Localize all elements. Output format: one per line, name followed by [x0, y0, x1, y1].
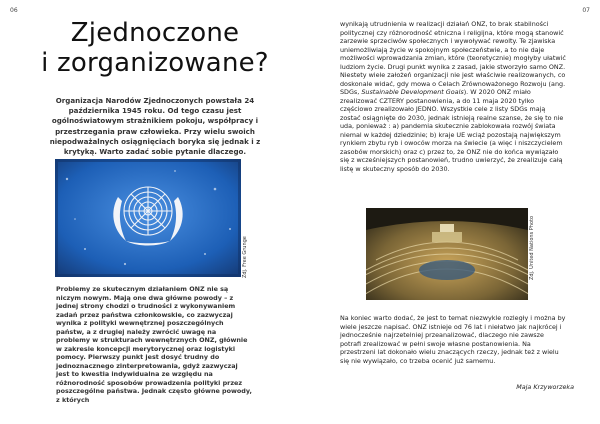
article-author: Maja Krzyworzeka	[516, 383, 574, 391]
body-text-left: Problemy ze skutecznym działaniem ONZ nie są niczym nowym. Mają one dwa główne powody – z jednej strony chodzi o trudności z wykonywaniem zadań przez państwa członkowskie, co zazwyczaj wynika z polityki wewnętrznej poszczególnych państw, a z drugiej należy zwrócić uwagę na problemy w strukturach wewnętrznych ONZ, głównie w zakresie koncepcji merytorycznej oraz logistyki pomocy. Pierwszy punkt jest dosyć trudny do jednoznacznego zinterpretowania, gdyż zazwyczaj jest to kwestia indywidualna ze względu na różnorodność sposobów prowadzenia polityki przez poszczególne państwa. Jednak często główne powody, z których	[56, 285, 252, 404]
article-lead: Organizacja Narodów Zjednoczonych powstała 24 października 1945 roku. Od tego czasu jest ogólnoświatowym strażnikiem pokoju, współpracy i przestrzegania praw człowieka. Przy wielu swoich niepodważalnych osiągnięciach boryka się jednak i z krytyką. Warto zadać sobie pytanie dlaczego.	[49, 96, 261, 157]
body-text-italic: Sustainable Development Goals	[361, 88, 464, 96]
body-text-right-bottom: Na koniec warto dodać, że jest to temat niezwykle rozległy i można by wiele jeszcze napisać. ONZ istnieje od 76 lat i niełatwo jak najkrócej i jednocześnie najrzetelniej przeanalizować, dlaczego nie zawsze potrafi zrealizować w pełni swoje własne postanowienia. Na przestrzeni lat dokonało wielu znaczących rzeczy, jednak też z wielu się nie wywiązało, co trzeba ocenić już samemu.	[340, 314, 566, 365]
title-line-1: Zjednoczone	[70, 18, 240, 48]
body-text-right-part1: wynikają utrudnienia w realizacji działań ONZ, to brak stabilności politycznej czy różnorodność etniczna i religijna, które mogą stanowić zarzewie sprzeciwów społecznych i wywoływać rewolty. Te zjawiska uniemożliwiają życie w spokojnym społeczeństwie, a to nie daje możliwości wprowadzania zmian, które (teoretycznie) mogłyby ułatwić ludziom życie. Drugi punkt wynika z zasad, jakie stworzyło samo ONZ. Niestety wiele założeń organizacji nie jest właściwie realizowanych, co doskonale widać, gdy mowa o Celach Zrównoważonego Rozwoju (ang. SDGs,	[340, 20, 566, 96]
body-text-right-part2: ). W 2020 ONZ miało zrealizować CZTERY postanowienia, a do 11 maja 2020 tylko częściowo zrealizowało JEDNO. Wszystkie cele z listy SDGs mają zostać osiągnięte do 2030, jednak istnieją realne szanse, że się to nie uda, ponieważ : a) pandemia skutecznie zablokowała rozwój świata niemal w każdej dziedzinie; b) kraje UE wciąż pozostają największym rynkiem zbytu ryb i owoców morza na świecie (a więc i niszczycielem zasobów morskich) oraz c) przez to, że ONZ nie do końca wywiązało się z wcześniejszych postanowień, trudno uwierzyć, że zrealizuje całą listę w skuteczny sposób do 2030.	[340, 88, 564, 173]
body-text-right-top	[340, 20, 566, 173]
page-number-right: 07	[582, 7, 590, 14]
image-credit-flag: Zdj. Free Grunge	[242, 236, 248, 278]
general-assembly-photo	[366, 208, 528, 300]
title-line-2: i zorganizowane?	[41, 48, 269, 78]
un-flag-image	[55, 159, 241, 277]
page-number-left: 06	[10, 7, 18, 14]
article-title	[40, 18, 270, 78]
image-credit-photo: Zdj. United Nations Photo	[529, 215, 535, 280]
